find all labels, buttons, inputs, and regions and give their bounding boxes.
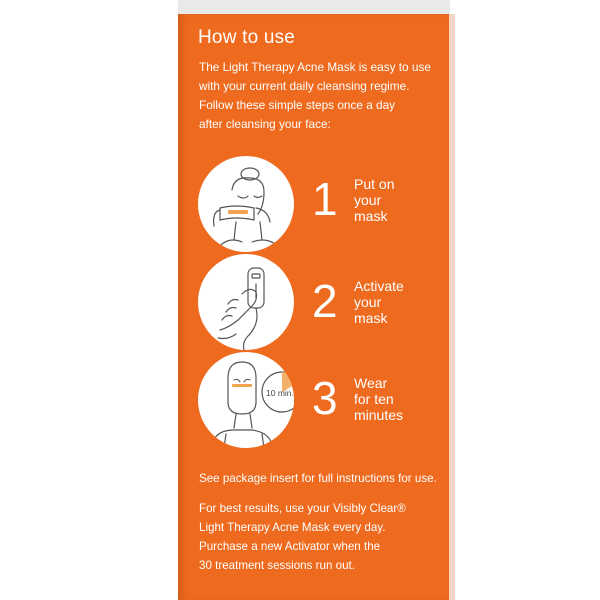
step-number: 3 xyxy=(312,372,338,424)
intro-line: The Light Therapy Acne Mask is easy to use xyxy=(199,60,431,74)
step-label: Activate your mask xyxy=(354,278,404,326)
intro-text xyxy=(199,58,444,134)
woman-putting-on-mask-icon xyxy=(198,156,294,252)
hand-pressing-activator-icon xyxy=(198,254,294,350)
intro-line: with your current daily cleansing regime. xyxy=(199,79,410,93)
step-number: 2 xyxy=(312,275,338,327)
timer-label: 10 min. xyxy=(266,388,294,398)
step-label: Put on your mask xyxy=(354,176,395,224)
box-top-edge xyxy=(178,0,450,14)
section-title: How to use xyxy=(198,27,296,48)
intro-line: after cleansing your face: xyxy=(199,117,331,131)
usage-tip: For best results, use your Visibly Clear® Light Therapy Acne Mask every day. Purchase a new Activator when the 30 treatment sessions run out. xyxy=(199,502,406,572)
box-side-edge xyxy=(449,14,455,600)
instructions-note: See package insert for full instructions for use. xyxy=(199,472,437,485)
intro-line: Follow these simple steps once a day xyxy=(199,98,396,112)
step-label: Wear for ten minutes xyxy=(354,375,404,423)
wearing-mask-timer-icon xyxy=(198,352,294,448)
step-number: 1 xyxy=(312,173,338,225)
